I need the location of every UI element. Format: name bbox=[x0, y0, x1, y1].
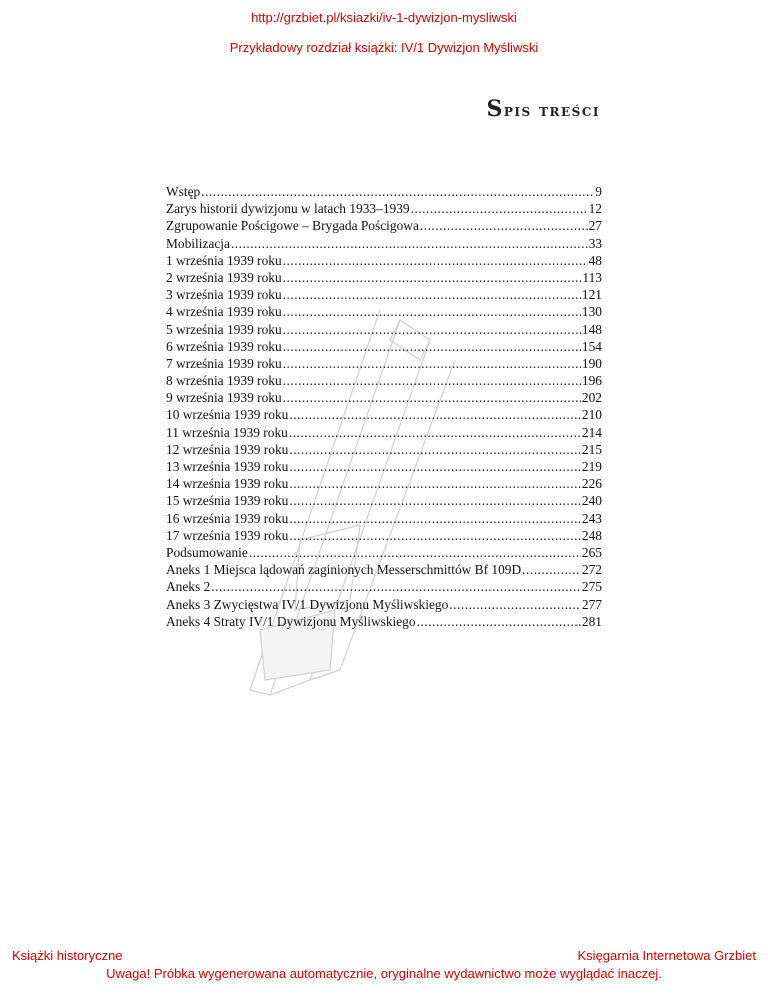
toc-leader-dots bbox=[231, 235, 588, 252]
toc-entry bbox=[166, 492, 602, 509]
toc-entry bbox=[166, 578, 602, 595]
toc-entry-title: 1 września 1939 roku bbox=[166, 252, 282, 268]
footer-notice: Uwaga! Próbka wygenerowana automatycznie, oryginalne wydawnictwo może wyglądać inaczej. bbox=[106, 966, 662, 981]
toc-entry-page: 265 bbox=[581, 544, 602, 560]
toc-entry-page: 240 bbox=[581, 493, 602, 509]
toc-entry-title: 17 września 1939 roku bbox=[166, 527, 289, 543]
toc-leader-dots bbox=[283, 321, 581, 338]
toc-entry-page: 210 bbox=[581, 407, 602, 423]
toc-entry bbox=[166, 596, 602, 613]
toc-leader-dots bbox=[289, 458, 581, 475]
toc-entry-title: 12 września 1939 roku bbox=[166, 441, 289, 457]
toc-entry-title: 3 września 1939 roku bbox=[166, 287, 282, 303]
toc-entry bbox=[166, 441, 602, 458]
page-title bbox=[487, 96, 601, 122]
page-title-initial: S bbox=[486, 96, 504, 122]
toc-entry-page: 226 bbox=[581, 476, 602, 492]
toc-entry bbox=[166, 613, 602, 630]
toc-entry-title: 11 września 1939 roku bbox=[166, 424, 288, 440]
toc-entry bbox=[166, 338, 602, 355]
toc-entry-page: 113 bbox=[582, 269, 602, 285]
source-url-link[interactable]: http://grzbiet.pl/ksiazki/iv-1-dywizjon-mysliwski bbox=[251, 10, 517, 25]
toc-leader-dots bbox=[289, 475, 581, 492]
toc-leader-dots bbox=[283, 286, 581, 303]
toc-entry bbox=[166, 286, 602, 303]
toc-leader-dots bbox=[289, 510, 581, 527]
toc-entry bbox=[166, 321, 602, 338]
toc-entry-page: 214 bbox=[581, 424, 602, 440]
toc-entry-title: 16 września 1939 roku bbox=[166, 510, 289, 526]
toc-leader-dots bbox=[417, 613, 581, 630]
toc-leader-dots bbox=[289, 441, 581, 458]
toc-leader-dots bbox=[289, 406, 581, 423]
toc-leader-dots bbox=[289, 424, 581, 441]
toc-entry bbox=[166, 200, 602, 217]
toc-entry-title: Mobilizacja bbox=[166, 235, 230, 251]
toc-entry-title: 7 września 1939 roku bbox=[166, 355, 282, 371]
sample-chapter-heading: Przykładowy rozdział książki: IV/1 Dywizjon Myśliwski bbox=[229, 40, 539, 55]
toc-leader-dots bbox=[283, 338, 581, 355]
toc-entry-page: 248 bbox=[581, 527, 602, 543]
toc-entry-title: 4 września 1939 roku bbox=[166, 304, 282, 320]
toc-leader-dots bbox=[283, 252, 588, 269]
toc-entry bbox=[166, 544, 602, 561]
toc-leader-dots bbox=[283, 303, 581, 320]
toc-entry bbox=[166, 389, 602, 406]
toc-entry-title: 2 września 1939 roku bbox=[166, 269, 282, 285]
toc-entry bbox=[166, 183, 602, 200]
toc-entry-title: 5 września 1939 roku bbox=[166, 321, 282, 337]
toc-entry bbox=[166, 217, 602, 234]
toc-entry-title: Zarys historii dywizjonu w latach 1933–1939 bbox=[166, 201, 410, 217]
toc-leader-dots bbox=[283, 389, 581, 406]
toc-leader-dots bbox=[522, 561, 581, 578]
toc-entry bbox=[166, 355, 602, 372]
toc-leader-dots bbox=[420, 217, 588, 234]
toc-entry-page: 190 bbox=[581, 355, 602, 371]
page-title-rest: pis treści bbox=[503, 101, 600, 121]
toc-entry-page: 33 bbox=[588, 235, 602, 251]
toc-entry-title: Wstęp bbox=[166, 184, 201, 199]
toc-leader-dots bbox=[449, 596, 581, 613]
toc-entry-page: 154 bbox=[581, 338, 602, 354]
toc-entry-page: 272 bbox=[581, 562, 602, 578]
toc-entry-title: Aneks 3 Zwycięstwa IV/1 Dywizjonu Myśliwskiego bbox=[166, 596, 449, 612]
toc-leader-dots bbox=[211, 578, 581, 595]
toc-entry bbox=[166, 561, 602, 578]
toc-leader-dots bbox=[283, 355, 581, 372]
toc-entry-title: Aneks 2 bbox=[166, 579, 211, 595]
toc-entry-title: 6 września 1939 roku bbox=[166, 338, 282, 354]
toc-entry bbox=[166, 510, 602, 527]
toc-entry bbox=[166, 235, 602, 252]
footer-store-link[interactable]: Księgarnia Internetowa Grzbiet bbox=[577, 948, 756, 963]
toc-entry-page: 202 bbox=[581, 390, 602, 406]
toc-entry-title: 9 września 1939 roku bbox=[166, 390, 282, 406]
toc-entry-title: Aneks 4 Straty IV/1 Dywizjonu Myśliwskiego bbox=[166, 613, 416, 629]
footer bbox=[0, 948, 768, 966]
toc-entry-page: 196 bbox=[581, 373, 602, 389]
toc-entry-title: 15 września 1939 roku bbox=[166, 493, 289, 509]
toc-leader-dots bbox=[283, 269, 582, 286]
toc-leader-dots bbox=[201, 183, 594, 200]
footer-category-link[interactable]: Książki historyczne bbox=[12, 948, 123, 963]
toc-entry-page: 48 bbox=[588, 252, 602, 268]
toc-entry-title: Podsumowanie bbox=[166, 544, 248, 560]
toc-entry bbox=[166, 406, 602, 423]
toc-entry-title: 10 września 1939 roku bbox=[166, 407, 289, 423]
toc-entry-page: 130 bbox=[581, 304, 602, 320]
toc-entry-page: 215 bbox=[581, 441, 602, 457]
toc-entry bbox=[166, 475, 602, 492]
toc-entry bbox=[166, 269, 602, 286]
toc-entry-title: 8 września 1939 roku bbox=[166, 373, 282, 389]
toc-entry-title: 14 września 1939 roku bbox=[166, 476, 289, 492]
toc-entry-page: 148 bbox=[581, 321, 602, 337]
toc-entry bbox=[166, 372, 602, 389]
toc-leader-dots bbox=[411, 200, 588, 217]
toc-entry-title: Zgrupowanie Pościgowe – Brygada Pościgowa bbox=[166, 218, 419, 234]
toc-entry bbox=[166, 527, 602, 544]
toc-leader-dots bbox=[289, 492, 581, 509]
toc-leader-dots bbox=[283, 372, 581, 389]
toc-entry bbox=[166, 303, 602, 320]
toc-entry bbox=[166, 458, 602, 475]
toc-leader-dots bbox=[249, 544, 581, 561]
toc-entry bbox=[166, 424, 602, 441]
toc-entry-title: 13 września 1939 roku bbox=[166, 459, 289, 474]
toc-entry-page: 277 bbox=[581, 596, 602, 612]
toc-entry-title: Aneks 1 Miejsca lądowań zaginionych Messerschmittów Bf 109D bbox=[166, 562, 522, 578]
toc-entry-page: 12 bbox=[588, 201, 602, 217]
toc-entry-page: 27 bbox=[588, 218, 602, 234]
toc-entry-page: 243 bbox=[581, 510, 602, 526]
toc-leader-dots bbox=[289, 527, 581, 544]
toc-entry-page: 281 bbox=[581, 613, 602, 629]
toc-entry-page: 219 bbox=[581, 459, 602, 474]
toc-entry bbox=[166, 252, 602, 269]
toc-entry-page: 9 bbox=[595, 184, 602, 199]
toc-entry-page: 275 bbox=[581, 579, 602, 595]
toc-entry-page: 121 bbox=[581, 287, 602, 303]
table-of-contents bbox=[166, 183, 602, 630]
